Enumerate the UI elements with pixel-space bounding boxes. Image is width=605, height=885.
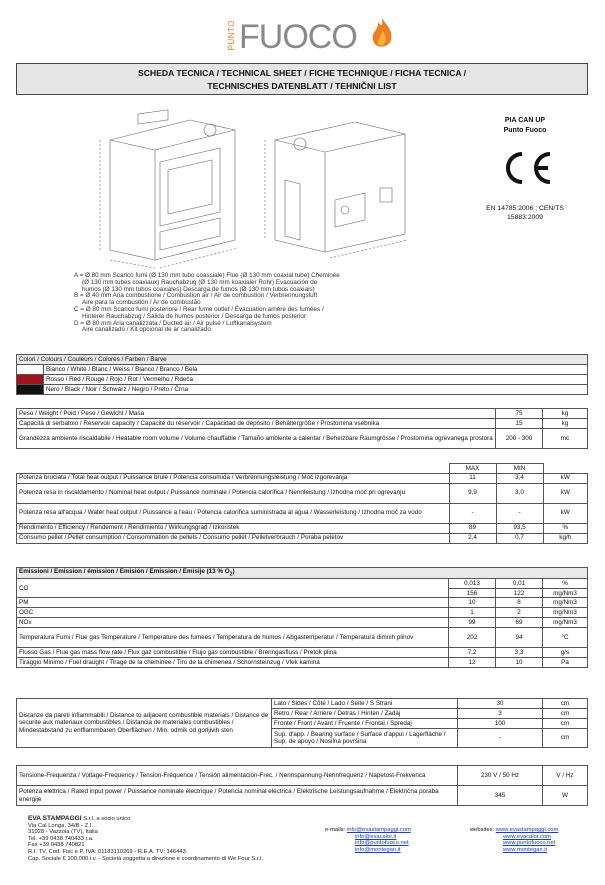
website-row (470, 847, 558, 854)
colour-label-white: Bianco / White / Blanc / Weiss / Blanco / Branco / Bela (44, 365, 588, 375)
room-volume-unit: mc (543, 429, 588, 449)
footer-address-line: Tel. +39 0438 740433 r.a. (28, 835, 94, 842)
document-title (16, 63, 588, 95)
website-link[interactable]: www.puntofuoco.net (503, 840, 556, 847)
pellet-consumption-min: 0,7 (496, 533, 543, 543)
co-max-percent: 0,013 (449, 579, 496, 589)
draught-unit: Pa (543, 658, 588, 668)
distance-sides-label: Lato / Sides / Côté / Lado / Seite / S Strani (272, 699, 458, 709)
company-name: EVA STAMPAGGI (28, 815, 82, 822)
co-min-mg: 122 (496, 588, 543, 598)
colour-swatch-red (17, 375, 44, 385)
model-name: PIA CAN UP (504, 117, 546, 124)
distance-sides-unit: cm (543, 699, 588, 709)
nominal-heat-label: Potenza resa in riscaldamento / Nominal heat output / Puissance nominale / Potencia calorífica / Nennleistung / Izhodna moč pri ogrevanju (17, 483, 450, 503)
water-heat-unit: kW (543, 503, 588, 523)
title-line-1: SCHEDA TECNICA / TECHNICAL SHEET / FICHE TECHNIQUE / FICHA TECNICA / (137, 68, 466, 78)
nox-label: NOx (17, 618, 449, 628)
distance-label: Distanze da pareti infiammabili / Distance to adjacent combustible materials / Distance de securite aux materiaux combustibles / Distancia de materiales combustibles / Mindestabstand zu entflammbaren Oberflächen / Min. odmik od gorljivih sten (17, 699, 272, 748)
distance-rear-label: Retro / Rear / Arrière / Detras / Hinten / Zadaj (272, 709, 458, 719)
legend-line: Aire canalizado / Kit opcional de ar canalizado (82, 326, 211, 334)
bearing-surface-unit: cm (543, 729, 588, 748)
emissions-header-end: ) (232, 568, 235, 575)
weight-label: Peso / Weight / Poid / Peso / Gewicht / Masa (17, 409, 496, 419)
colour-swatch-white (17, 365, 44, 375)
standard-norm (470, 204, 580, 222)
ce-mark-icon (496, 148, 556, 188)
general-specs-table (16, 408, 588, 449)
nominal-heat-max: 9,9 (449, 483, 496, 503)
email-link[interactable]: info@evacalor.it (355, 833, 397, 840)
footer-address-line: Cap. Sociale € 100.000 i.v. - Società soggetta a direzione e coordinamento di We Four S.r.l. (28, 855, 264, 862)
total-heat-label: Potenza bruciata / Total heat output / Puissance brulé / Potencia consumida / Verbrennungsleistung / Moč izgorevanja (17, 473, 450, 483)
ogc-unit: mg/Nm3 (543, 608, 588, 618)
website-link[interactable]: www.montegan.it (503, 846, 548, 853)
perf-max-header: MAX (449, 464, 496, 474)
flue-temp-max: 202 (449, 628, 496, 648)
footer-address-line: R.I. TV, Cod. Fisc e P. IVA: 01183110269 - R.E.A. TV: 146443 (28, 848, 186, 855)
legend-line: Hinterer Rauchabzug / Salida de humos posterior / Descarga de fumos posterior (82, 312, 307, 320)
perf-min-header: MIN (496, 464, 543, 474)
email-label: e-mails: (325, 827, 346, 833)
gas-flow-unit: g/s (543, 648, 588, 658)
colour-label-red: Rosso / Red / Rouge / Rojo / Rot / Vermelho / Rdeča (44, 375, 588, 385)
email-link[interactable]: info@evastampaggi.com (346, 827, 411, 833)
logo-punto-text: PUNTO (227, 20, 236, 51)
power-label: Potenza elettrica / Rated input power / Puissance nominale électrique / Potencia nominal eléctrica / Elektrische Leistungsaufnahme / Električna poraba energije (17, 786, 458, 806)
draught-min: 10 (496, 658, 543, 668)
voltage-label: Tensione-Frequenza / Voltage-Frequency / Tension-Fréquence / Tensión alimentación-Frec. / Nennspannung-Nennfrequenz / Napetost-Frekvenca (17, 766, 458, 786)
efficiency-label: Rendimento / Efficiency / Rendement / Rendimiento / Wirkungsgrad / Izkoristek (17, 523, 450, 533)
distance-front-value: 100 (458, 719, 543, 729)
brand-logo (217, 14, 397, 58)
efficiency-max: 89 (449, 523, 496, 533)
norm-line-1: EN 14785:2006 ; CEN/TS (486, 205, 564, 212)
room-volume-label: Grandezza ambiente riscaldabile / Heatable room volume / Volume chauffable / Tamaño ambiente a calentar / Beheizbare Raumgrösse / Prostornina ogrevanega prostora (17, 429, 496, 449)
co-unit-percent: % (543, 579, 588, 589)
logo-fuoco-text: FUOCO (239, 18, 357, 56)
reservoir-label: Capacità di serbatoio / Reservoir capacity / Capacité du réservoir / Capacidad de depósito / Behältergröße / Prostornina vsebnika (17, 419, 496, 429)
colour-swatch-black (17, 385, 44, 395)
weight-unit: kg (543, 409, 588, 419)
distance-table (16, 698, 588, 748)
ogc-label: OGC (17, 608, 449, 618)
footer-address-line: 31028 - Vazzola (TV), Italia (28, 829, 98, 836)
efficiency-unit: % (543, 523, 588, 533)
emissions-header (17, 568, 588, 579)
nox-max: 99 (449, 618, 496, 628)
stove-technical-drawing (60, 100, 460, 270)
website-row (470, 840, 558, 847)
distance-rear-value: 3 (458, 709, 543, 719)
power-unit: W (543, 786, 588, 806)
pm-unit: mg/Nm3 (543, 598, 588, 608)
power-value: 345 (458, 786, 543, 806)
efficiency-min: 93,5 (496, 523, 543, 533)
website-label: websites: (470, 827, 495, 833)
footer-company (28, 816, 263, 862)
total-heat-max: 11 (449, 473, 496, 483)
pm-min: 8 (496, 598, 543, 608)
footer-emails (325, 827, 411, 853)
co-unit-mg: mg/Nm3 (543, 588, 588, 598)
electrical-table (16, 765, 588, 806)
co-label: CO (17, 579, 449, 598)
bearing-surface-value: - (458, 729, 543, 748)
colour-label-black: Nero / Black / Noir / Schwarz / Negro / Preto / Črna (44, 385, 588, 395)
emissions-header-sub: 2 (229, 571, 233, 578)
company-name-line (28, 816, 263, 823)
model-info (470, 116, 580, 136)
distance-front-unit: cm (543, 719, 588, 729)
footer-websites (470, 827, 558, 853)
water-heat-max: - (449, 503, 496, 523)
colours-header: Colori / Colours / Couleurs / Colores / Farben / Barve (17, 355, 588, 365)
performance-table (16, 463, 588, 544)
legend-line: B = Ø 40 mm Aria combustione / Combustion air / Air de combustion / Verbrennungsluft (74, 292, 318, 300)
legend-line: Aire para la combustión / Ar de combustão (82, 299, 201, 307)
gas-flow-label: Flusso Gas / Flue gas mass flow rate / Flux gaz combustible / Flujo gas combustible / Brenngasfluss / Pretok plina (17, 648, 449, 658)
total-heat-min: 3,4 (496, 473, 543, 483)
model-brand: Punto Fuoco (503, 127, 547, 134)
nox-unit: mg/Nm3 (543, 618, 588, 628)
perf-header-spacer (17, 464, 450, 474)
bearing-surface-label: Sup. d'app. / Bearing surface / Surface d'appui / Lagerfläche / Sup. de apoyo / Nosilna površina (272, 729, 458, 748)
website-link[interactable]: www.evastampaggi.com (495, 827, 559, 833)
total-heat-unit: kW (543, 473, 588, 483)
distance-sides-value: 30 (458, 699, 543, 709)
footer-address-line: Via Cal Longa, 34/B - Z.I. (28, 822, 93, 829)
water-heat-min: - (496, 503, 543, 523)
water-heat-label: Potenza resa all'acqua / Water heat output / Puissance a l'eau / Potencia calorífica suministrada al agua / Wasserleistung / Izhodna moč za vodo (17, 503, 450, 523)
ogc-min: 2 (496, 608, 543, 618)
company-type: S.r.l. a socio unico (81, 816, 131, 822)
reservoir-value: 15 (496, 419, 543, 429)
weight-value: 75 (496, 409, 543, 419)
swatch-fill-white (19, 366, 41, 374)
title-line-2: TECHNISCHES DATENBLATT / TEHNIČNI LIST (207, 81, 397, 91)
website-row (470, 834, 558, 841)
gas-flow-min: 3,3 (496, 648, 543, 658)
emissions-header-text: Emissioni / Emission / émission / Emisión / Emission / Emisije (13 % O (19, 568, 230, 575)
emissions-table (16, 567, 588, 668)
pellet-consumption-max: 2,4 (449, 533, 496, 543)
nominal-heat-min: 3,0 (496, 483, 543, 503)
draught-max: 12 (449, 658, 496, 668)
distance-front-label: Fronte / Front / Avant / Fruente / Frontal / Spredaj (272, 719, 458, 729)
pellet-consumption-label: Consumo pellet / Pellet consumption / Consommation de pellets / Consumo pellet / Pelletverbrauch / Poraba peletov (17, 533, 450, 543)
norm-line-2: 15883:2009 (507, 214, 543, 221)
pm-label: PM (17, 598, 449, 608)
email-link[interactable]: info@puntofuoco.net (355, 840, 409, 847)
nominal-heat-unit: kW (543, 483, 588, 503)
email-row (325, 847, 411, 854)
legend-line: (Ø 130 mm tubes coaxiaux) Rauchabzug (Ø 130 mm koaxialer Rohr) Evacuación de (82, 278, 318, 286)
co-min-percent: 0,01 (496, 579, 543, 589)
legend-line: D = Ø 80 mm Aria canalizzata / Ducted air / Air pulsé / Luftkanalsystem (74, 319, 272, 327)
email-row (325, 827, 411, 834)
draught-label: Tiraggio Minimo / Fuel draught / Tirage de la cheminee / Tiro de la chimenea / Schornsteinzug / Vlek kamina (17, 658, 449, 668)
colours-table (16, 354, 588, 395)
email-row (325, 840, 411, 847)
voltage-unit: V / Hz (543, 766, 588, 786)
co-max-mg: 156 (449, 588, 496, 598)
distance-rear-unit: cm (543, 709, 588, 719)
nox-min: 69 (496, 618, 543, 628)
voltage-value: 230 V / 50 Hz (458, 766, 543, 786)
pm-max: 10 (449, 598, 496, 608)
perf-unit-spacer (543, 464, 588, 474)
legend-line: A = Ø 80 mm Scarico fumi (Ø 130 mm tubo coassiale) Flue (Ø 130 mm coaxial tube) Cheminée (74, 272, 340, 279)
gas-flow-max: 7,2 (449, 648, 496, 658)
email-link[interactable]: info@montegan.it (355, 846, 401, 853)
pellet-consumption-unit: kg/h (543, 533, 588, 543)
email-row (325, 834, 411, 841)
flue-temp-label: Temperatura Fumi / Flue gas Temperature / Temperature des fumees / Temperatura de humos / Abgastemperatur / Temperatura dimnih plinov (17, 628, 449, 648)
connections-legend (74, 273, 464, 334)
footer-address-line: Fax +39 0438 740821 (28, 842, 85, 849)
website-row (470, 827, 558, 834)
legend-line: humos (Ø 130 mm tubos coaxiales) Descarga de fumos (Ø 130 mm tubos coaxiais) (82, 285, 315, 293)
flame-icon (369, 16, 395, 52)
flue-temp-min: 94 (496, 628, 543, 648)
reservoir-unit: kg (543, 419, 588, 429)
room-volume-value: 200 - 300 (496, 429, 543, 449)
flue-temp-unit: °C (543, 628, 588, 648)
legend-line: C = Ø 80 mm Scarico fumi posteriore / Rear fume outlet / Évacuation arrière des fumées / (74, 305, 324, 313)
ogc-max: 1 (449, 608, 496, 618)
website-link[interactable]: www.evacalor.com (503, 833, 552, 840)
